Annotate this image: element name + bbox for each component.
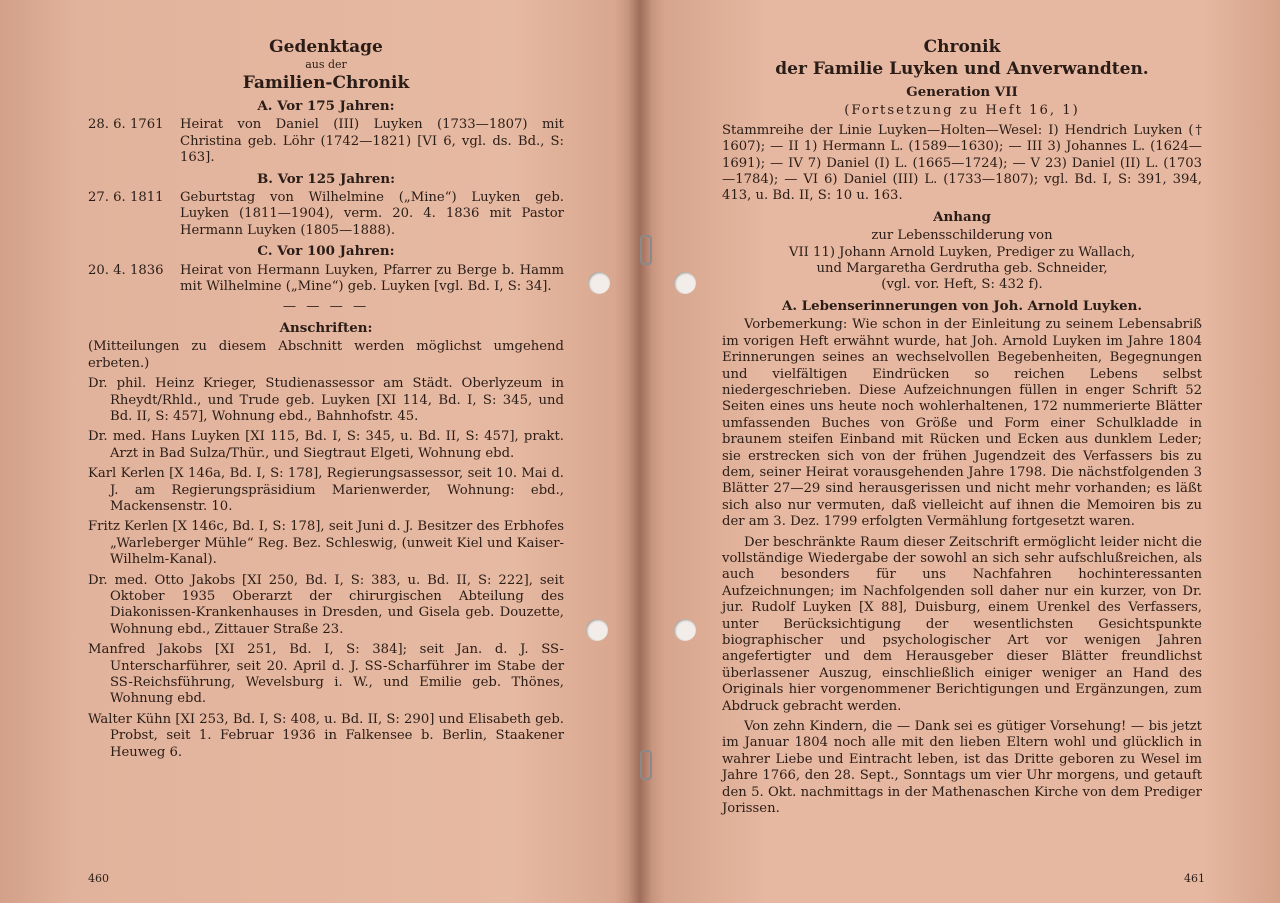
section-c-heading: C. Vor 100 Jahren: [257, 243, 395, 260]
address-entry: Karl Kerlen [X 146a, Bd. I, S: 178], Regierungsassessor, seit 10. Mai d. J. am Regierungspräsidium Marienwerder, Wohnung: ebd., Mackensenstr. 10. [88, 466, 564, 514]
address-entry: Dr. phil. Heinz Krieger, Studienassessor am Städt. Oberlyzeum in Rheydt/Rhld., und Trude geb. Luyken [XI 114, Bd. I, S: 345, und Bd. II, S: 457], Wohnung ebd., Bahnhofstr. 45. [88, 376, 564, 424]
body-paragraph: Vorbemerkung: Wie schon in der Einleitung zu seinem Lebensabriß im vorigen Heft erwähnt wurde, hat Joh. Arnold Luyken im Jahre 1804 Erinnerungen seines an wechselvollen Begebenheiten, Begegnungen und vielfältigen Eindrücken so reichen Lebens selbst niedergeschrieben. Diese Aufzeichnungen füllen in enger Schrift 52 Seiten eines uns heute noch wohlerhaltenen, 172 nummerierte Blätter umfassenden Buches von Größe und Form einer Schulkladde in braunem steifen Einband mit Rücken und Ecken aus dunklem Leder; sie erstrecken sich von der frühen Jugendzeit des Verfassers bis zu dem, seiner Heirat vorausgehenden Jahre 1798. Die nächstfolgenden 3 Blätter 27—29 sind herausgerissen und nicht mehr vorhanden; es läßt sich also nur vermuten, daß vielleicht auf ihnen die Memoiren bis zu der am 3. Dez. 1799 erfolgten Vermählung fortgesetzt waren. [722, 317, 1202, 530]
appendix-line: und Margaretha Gerdrutha geb. Schneider, [816, 261, 1108, 277]
left-page-content [88, 36, 564, 765]
page-number: 460 [88, 872, 109, 885]
entry-text: Heirat von Hermann Luyken, Pfarrer zu Berge b. Hamm mit Wilhelmine („Mine“) geb. Luyken [vgl. Bd. I, S: 34]. [180, 262, 564, 295]
address-entry: Walter Kühn [XI 253, Bd. I, S: 408, u. Bd. II, S: 290] und Elisabeth geb. Probst, seit 1. Februar 1936 in Falkensee b. Berlin, Staakener Heuweg 6. [88, 711, 564, 760]
left-title-3: Familien-Chronik [242, 73, 410, 93]
page-number: 461 [1184, 872, 1205, 885]
separator: — — — — [282, 299, 370, 315]
address-entry: Dr. med. Hans Luyken [XI 115, Bd. I, S: 345, u. Bd. II, S: 457], prakt. Arzt in Bad Sulza/Thür., und Siegtraut Elgeti, Wohnung ebd. [88, 429, 564, 461]
right-page [640, 0, 1280, 903]
right-title-2: der Familie Luyken und Anverwandten. [775, 59, 1149, 79]
address-entry: Fritz Kerlen [X 146c, Bd. I, S: 178], seit Juni d. J. Besitzer des Erbhofes „Warleberger Mühle“ Reg. Bez. Schleswig, (unweit Kiel und Kaiser-Wilhelm-Kanal). [88, 519, 564, 568]
addresses-heading: Anschriften: [279, 319, 373, 336]
anniversary-entry [88, 117, 564, 166]
section-a-heading: A. Vor 175 Jahren: [257, 98, 395, 114]
right-page-content [722, 36, 1202, 821]
body-paragraph: Von zehn Kindern, die — Dank sei es gütiger Vorsehung! — bis jetzt im Januar 1804 noch alle mit den lieben Eltern wohl und glücklich in wahrer Liebe und Eintracht leben, ist das Dritte geboren zu Wesel im Jahre 1766, den 28. Sept., Sonntags um vier Uhr morgens, und getauft den 5. Okt. nachmittags in der Mathenaschen Kirche von dem Prediger Jorissen. [722, 719, 1202, 817]
addresses-note: (Mitteilungen zu diesem Abschnitt werden möglichst umgehend erbeten.) [88, 339, 564, 371]
generation-heading: Generation VII [906, 84, 1018, 100]
appendix-line: zur Lebensschilderung von [871, 228, 1053, 244]
appendix-line: (vgl. vor. Heft, S: 432 f). [881, 277, 1043, 293]
lineage-paragraph: Stammreihe der Linie Luyken—Holten—Wesel: I) Hendrich Luyken († 1607); — II 1) Hermann L. (1589—1630); — III 3) Johannes L. (1624—1691); — IV 7) Daniel (I) L. (1665—1724); — V 23) Daniel (II) L. (1703—1784); — VI 6) Daniel (III) L. (1733—1807); vgl. Bd. I, S: 391, 394, 413, u. Bd. II, S: 10 u. 163. [722, 122, 1202, 204]
entry-text: Geburtstag von Wilhelmine („Mine“) Luyken geb. Luyken (1811—1904), verm. 20. 4. 1836 mit Pastor Hermann Luyken (1805—1888). [180, 190, 564, 238]
left-title-2: aus der [305, 58, 347, 71]
entry-date: 27. 6. 1811 [88, 190, 164, 206]
body-paragraph: Der beschränkte Raum dieser Zeitschrift ermöglicht leider nicht die vollständige Wiedergabe der sowohl an sich sehr aufschlußreichen, als auch besonders für uns Nachfahren hochinteressanten Aufzeichnungen; im Nachfolgenden soll daher nur ein kurzer, von Dr. jur. Rudolf Luyken [X 88], Duisburg, einem Urenkel des Verfassers, unter Berücksichtigung der wesentlichsten Gesichtspunkte biographischer und psychologischer Art vor wenigen Jahren angefertigter und dem Herausgeber dieser Blätter freundlichst überlassener Auszug, einschließlich einiger weniger an Hand des Originals hier vorgenommener Berichtigungen und Ergänzungen, zum Abdruck gebracht werden. [722, 534, 1202, 714]
right-title-1: Chronik [923, 37, 1001, 57]
address-entry: Manfred Jakobs [XI 251, Bd. I, S: 384]; seit Jan. d. J. SS-Unterscharführer, seit 20. April d. J. SS-Scharführer im Stabe der SS-Reichsführung, Wevelsburg i. W., und Emilie geb. Thönes, Wohnung ebd. [88, 642, 564, 707]
anniversary-entry [88, 190, 564, 239]
anniversary-entry [88, 263, 564, 296]
entry-text: Heirat von Daniel (III) Luyken (1733—1807) mit Christina geb. Löhr (1742—1821) [VI 6, vgl. ds. Bd., S: 163]. [180, 117, 564, 166]
appendix-line: VII 11) Johann Arnold Luyken, Prediger zu Wallach, [788, 244, 1136, 260]
entry-date: 28. 6. 1761 [88, 117, 164, 133]
appendix-heading: Anhang [933, 208, 991, 225]
entry-date: 20. 4. 1836 [88, 262, 164, 278]
continuation-note: (Fortsetzung zu Heft 16, 1) [844, 103, 1080, 119]
section-a-memoirs-heading: A. Lebenserinnerungen von Joh. Arnold Luyken. [781, 297, 1143, 314]
section-b-heading: B. Vor 125 Jahren: [256, 170, 396, 187]
address-entry: Dr. med. Otto Jakobs [XI 250, Bd. I, S: 383, u. Bd. II, S: 222], seit Oktober 1935 Oberarzt der chirurgischen Abteilung des Diakonissen-Krankenhauses in Dresden, und Gisela geb. Douzette, Wohnung ebd., Zittauer Straße 23. [88, 572, 564, 637]
left-title-1: Gedenktage [269, 37, 383, 57]
